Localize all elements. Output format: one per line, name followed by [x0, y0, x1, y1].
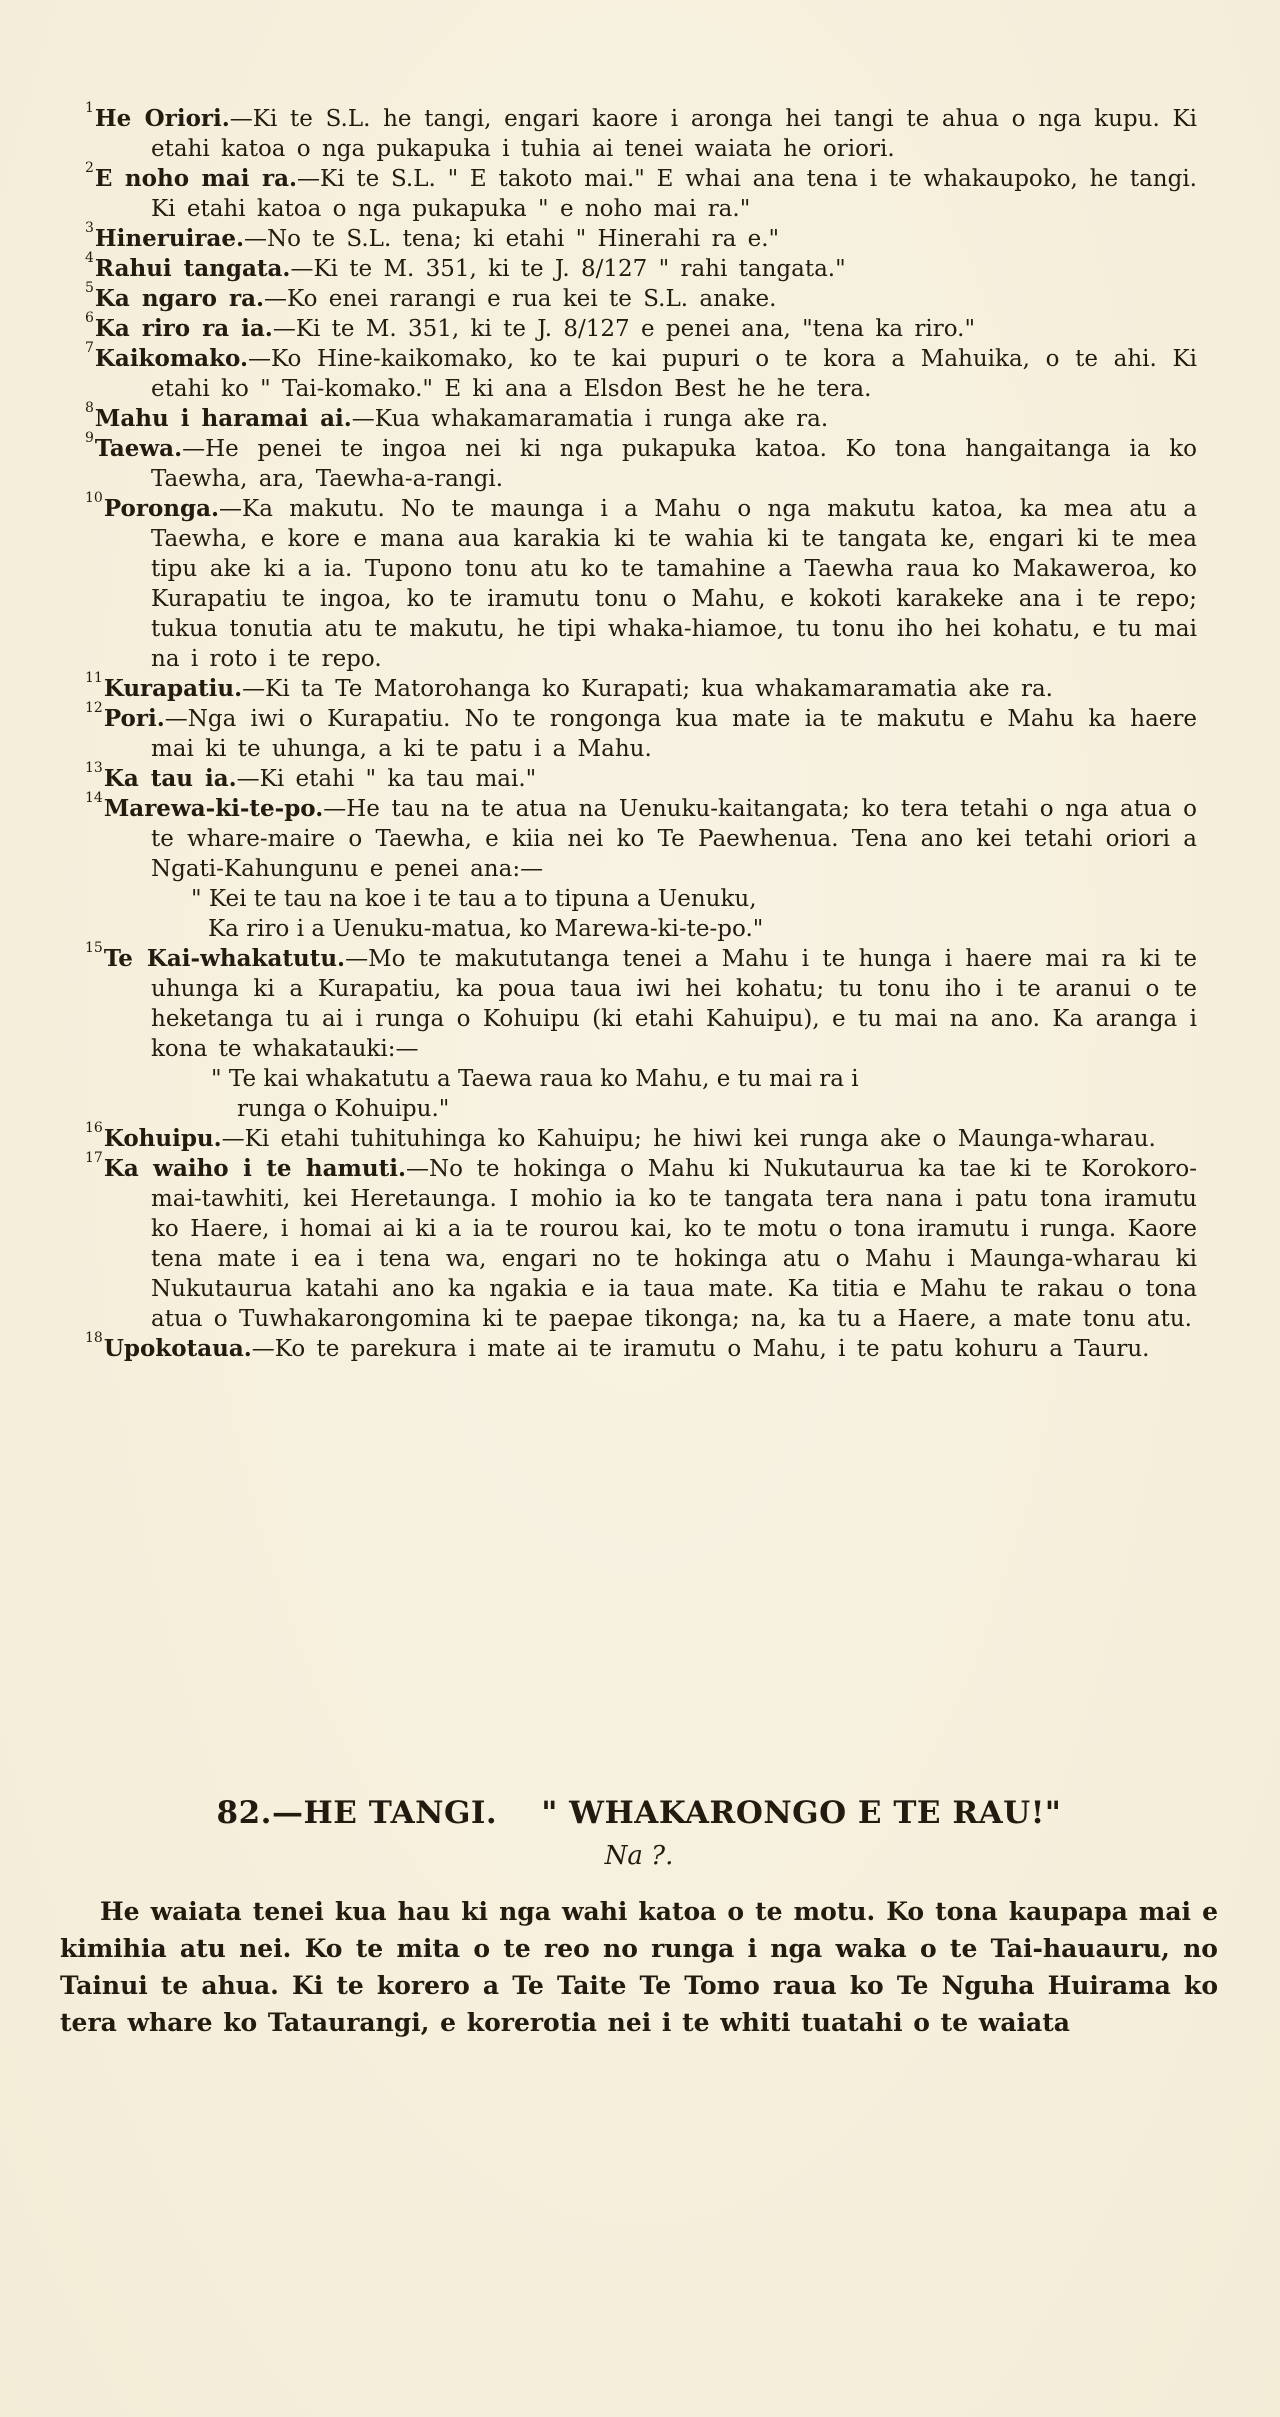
verse-line: " Kei te tau na koe i te tau a to tipuna a Uenuku,: [191, 886, 757, 912]
footnote-17: [85, 1150, 1197, 1334]
footnote-number: 13: [85, 760, 103, 777]
footnote-number: 8: [85, 400, 94, 417]
footnote-3: [85, 220, 1197, 254]
footnote-number: 2: [85, 160, 94, 177]
footnote-term: Ka tau ia.: [103, 765, 237, 792]
footnote-text: —He tau na te atua na Uenuku-kaitangata; ko tera tetahi o nga atua o te whare-maire o Taewha, e kiia nei ko Te Paewhenua. Tena ano kei tetahi oriori a Ngati-Kahungunu e penei ana:—: [151, 796, 1197, 882]
footnote-text: —Nga iwi o Kurapatiu. No te rongonga kua mate ia te makutu e Mahu ka haere mai ki te uhunga, a ki te patu i a Mahu.: [151, 706, 1197, 762]
footnote-number: 3: [85, 220, 94, 237]
footnote-number: 17: [85, 1150, 103, 1167]
footnote-term: He Oriori.: [94, 105, 230, 132]
footnote-16: [85, 1120, 1197, 1154]
section-byline: Na ?.: [604, 1841, 674, 1871]
footnote-12: [85, 700, 1197, 764]
footnote-term: Kurapatiu.: [103, 675, 243, 702]
footnote-term: Ka waiho i te hamuti.: [103, 1155, 406, 1182]
footnote-term: Te Kai-whakatutu.: [103, 945, 346, 972]
footnote-5: [85, 280, 1197, 314]
footnote-text: —No te hokinga o Mahu ki Nukutaurua ka tae ki te Korokoro-mai-tawhiti, kei Heretaunga. I mohio ia ko te tangata tera nana i patu tona iramutu ko Haere, i homai ai ki a ia te rourou kai, ko te motu o tona iramutu i runga. Kaore tena mate i ea i tena wa, engari no te hokinga atu o Mahu i Maunga-wharau ki Nukutaurua katahi ano ka ngakia e ia taua mate. Ka titia e Mahu te rakau o tona atua o Tuwhakarongomina ki te paepae tikonga; na, ka tu a Haere, a mate tonu atu.: [151, 1156, 1197, 1332]
footnote-text: —Mo te makututanga tenei a Mahu i te hunga i haere mai ra ki te uhunga ki a Kurapatiu, ka poua taua iwi hei kohatu; tu tonu iho i te aranui o te heketanga tu ai i runga o Kohuipu (ki etahi Kahuipu), e tu mai na ano. Ka aranga i kona te whakatauki:—: [151, 946, 1197, 1062]
verse-line: Ka riro i a Uenuku-matua, ko Marewa-ki-te-po.": [208, 916, 764, 942]
footnote-4: [85, 250, 1197, 284]
footnote-number: 15: [85, 940, 103, 957]
footnote-term: Mahu i haramai ai.: [94, 405, 352, 432]
footnote-number: 1: [85, 100, 94, 117]
footnote-term: Taewa.: [94, 435, 183, 462]
footnote-10: [85, 490, 1197, 674]
footnote-term: Kohuipu.: [103, 1125, 222, 1152]
footnote-text: —Ki ta Te Matorohanga ko Kurapati; kua whakamaramatia ake ra.: [242, 676, 1053, 702]
footnote-number: 4: [85, 250, 94, 267]
footnote-1: [85, 100, 1197, 164]
footnote-term: Pori.: [103, 705, 165, 732]
verse-line: " Te kai whakatutu a Taewa raua ko Mahu, e tu mai ra i: [211, 1066, 859, 1092]
footnote-number: 14: [85, 790, 103, 807]
footnote-text: —Ko enei rarangi e rua kei te S.L. anake.: [264, 286, 777, 312]
song-section: [60, 1795, 1218, 2041]
footnote-text: —Ki etahi " ka tau mai.": [236, 766, 537, 792]
footnote-text: —Ko te parekura i mate ai te iramutu o Mahu, i te patu kohuru a Tauru.: [251, 1336, 1150, 1362]
footnote-8: [85, 400, 1197, 434]
footnote-15: [85, 940, 1197, 1124]
footnote-18: [85, 1330, 1197, 1364]
footnote-number: 6: [85, 310, 94, 327]
footnote-text: —Ki te M. 351, ki te J. 8/127 e penei ana, "tena ka riro.": [272, 316, 976, 342]
footnote-number: 5: [85, 280, 94, 297]
footnote-text: —He penei te ingoa nei ki nga pukapuka katoa. Ko tona hangaitanga ia ko Taewha, ara, Taewha-a-rangi.: [151, 436, 1197, 492]
footnote-term: Ka riro ra ia.: [94, 315, 273, 342]
footnote-number: 16: [85, 1120, 103, 1137]
footnote-2: [85, 160, 1197, 224]
section-number: 82.—HE TANGI.: [216, 1795, 498, 1831]
footnote-number: 10: [85, 490, 103, 507]
footnote-number: 12: [85, 700, 103, 717]
footnote-9: [85, 430, 1197, 494]
footnote-number: 9: [85, 430, 94, 447]
footnote-text: —Ka makutu. No te maunga i a Mahu o nga makutu katoa, ka mea atu a Taewha, e kore e mana aua karakia ki te wahia ki te tangata ke, engari ki te mea tipu ake ki a ia. Tupono tonu atu ko te tamahine a Taewha raua ko Makaweroa, ko Kurapatiu te ingoa, ko te iramutu tonu o Mahu, e kokoti karakeke ana i te repo; tukua tonutia atu te makutu, he tipi whaka-hiamoe, tu tonu iho hei kohatu, e tu mai na i roto i te repo.: [151, 496, 1197, 672]
footnote-term: Ka ngaro ra.: [94, 285, 265, 312]
footnote-text: —Ki te S.L. " E takoto mai." E whai ana tena i te whakaupoko, he tangi. Ki etahi katoa o nga pukapuka " e noho mai ra.": [151, 166, 1197, 222]
footnote-text: —No te S.L. tena; ki etahi " Hinerahi ra e.": [243, 226, 780, 252]
footnote-text: —Ki etahi tuhituhinga ko Kahuipu; he hiwi kei runga ake o Maunga-wharau.: [221, 1126, 1156, 1152]
section-heading: [60, 1795, 1218, 1831]
footnote-13: [85, 760, 1197, 794]
footnote-text: —Ki te S.L. he tangi, engari kaore i aronga hei tangi te ahua o nga kupu. Ki etahi katoa o nga pukapuka i tuhia ai tenei waiata he oriori.: [151, 106, 1197, 162]
footnote-11: [85, 670, 1197, 704]
footnote-text: —Ki te M. 351, ki te J. 8/127 " rahi tangata.": [290, 256, 846, 282]
section-intro: He waiata tenei kua hau ki nga wahi katoa o te motu. Ko tona kaupapa mai e kimihia atu nei. Ko te mita o te reo no runga i nga waka o te Tai-hauauru, no Tainui te ahua. Ki te korero a Te Taite Te Tomo raua ko Te Nguha Huirama ko tera whare ko Tataurangi, e korerotia nei i te whiti tuatahi o te waiata: [60, 1897, 1218, 2037]
footnote-term: Kaikomako.: [94, 345, 248, 372]
footnotes-block: [85, 100, 1197, 1364]
footnote-term: Upokotaua.: [103, 1335, 252, 1362]
footnote-6: [85, 310, 1197, 344]
footnote-7: [85, 340, 1197, 404]
footnote-number: 7: [85, 340, 94, 357]
footnote-number: 11: [85, 670, 103, 687]
section-title: " WHAKARONGO E TE RAU!": [541, 1795, 1062, 1831]
footnote-text: —Kua whakamaramatia i runga ake ra.: [351, 406, 829, 432]
footnote-term: Hineruirae.: [94, 225, 244, 252]
footnote-term: Marewa-ki-te-po.: [103, 795, 324, 822]
footnote-term: Rahui tangata.: [94, 255, 291, 282]
footnote-term: Poronga.: [103, 495, 220, 522]
footnote-number: 18: [85, 1330, 103, 1347]
footnote-text: —Ko Hine-kaikomako, ko te kai pupuri o te kora a Mahuika, o te ahi. Ki etahi ko " Tai-komako." E ki ana a Elsdon Best he he tera.: [151, 346, 1197, 402]
footnote-term: E noho mai ra.: [94, 165, 298, 192]
footnote-14: [85, 790, 1197, 944]
verse-line: runga o Kohuipu.": [237, 1096, 450, 1122]
